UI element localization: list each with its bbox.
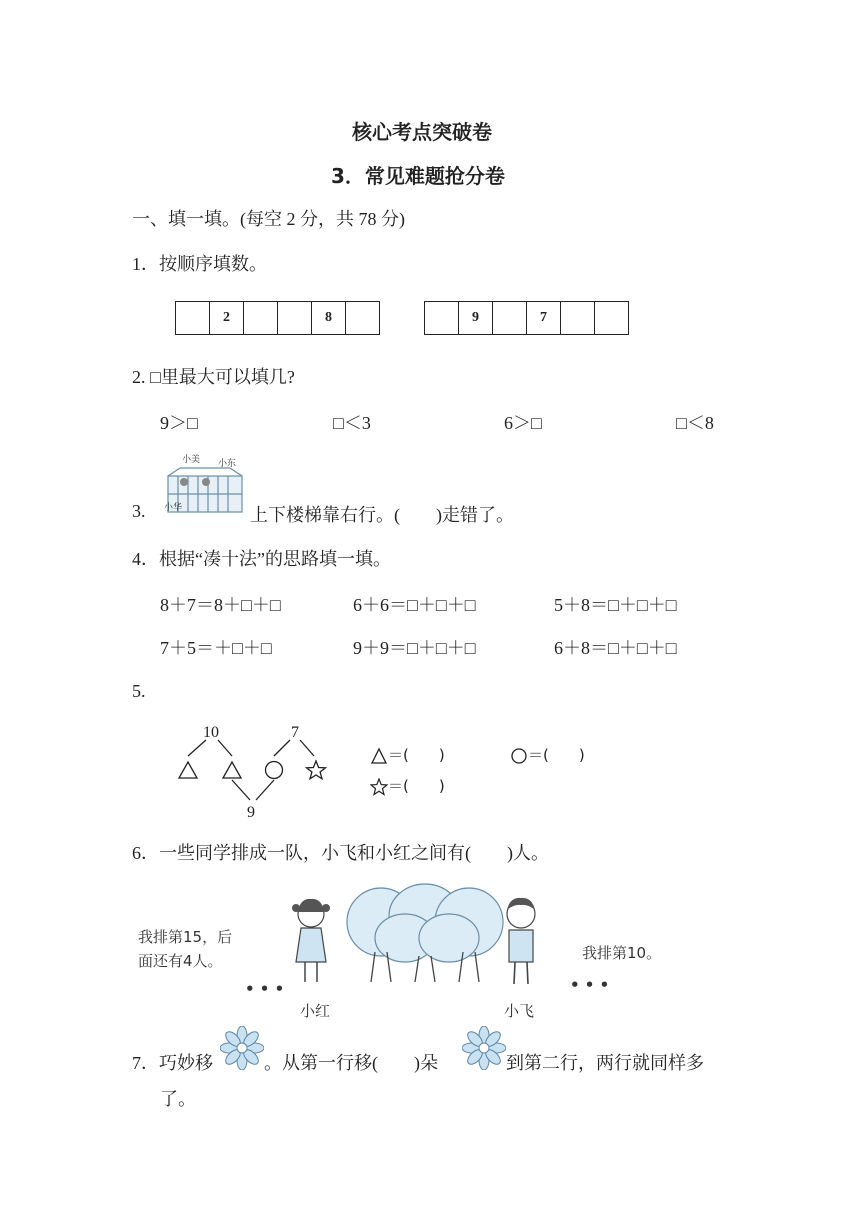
boy-name: 小飞 [504,1002,535,1020]
boy-speech: 我排第10。 [582,944,662,962]
page-subtitle: 3．常见难题抢分卷 [331,164,505,188]
sequence-row-2 [424,301,629,335]
q2-text: 2. □里最大可以填几? [132,367,295,387]
seq-cell[interactable] [278,302,312,334]
section-heading: 一、填一填。(每空 2 分，共 78 分) [132,209,405,229]
q2-item: 6＞□ [504,413,542,433]
seq-cell[interactable] [493,302,527,334]
circle-answer [510,744,585,765]
boy-figure [498,892,544,992]
seq-cell: 2 [210,302,244,334]
girl-speech-2: 面还有4人。 [138,952,223,970]
trees-illustration [345,882,505,992]
label-xiaohua: 小华 [164,503,183,513]
q3-text: 上下楼梯靠右行。( )走错了。 [250,505,514,525]
label-xiaodong: 小东 [218,459,237,469]
q4-item: 7＋5＝＋□＋□ [160,638,272,658]
star-blank[interactable]: ＝( ) [388,777,445,795]
triangle-blank[interactable]: ＝( ) [388,746,445,764]
q4-text: 4．根据“凑十法”的思路填一填。 [132,549,391,569]
queue-illustration [130,880,690,1020]
q5-number: 5. [132,681,146,701]
seq-cell: 9 [459,302,493,334]
q7-text-4: 了。 [160,1089,196,1109]
circle-blank[interactable]: ＝( ) [528,746,585,764]
q4-item: 5＋8＝□＋□＋□ [554,595,677,615]
star-shape [307,761,326,779]
seq-cell[interactable] [595,302,628,334]
circle-shape [266,762,283,779]
q7-text-2: 。从第一行移( )朵 [264,1053,438,1073]
triangle-answer [370,744,445,765]
seq-cell[interactable] [425,302,459,334]
circle-icon [510,747,528,765]
seq-cell: 8 [312,302,346,334]
star-icon [370,778,388,796]
q1-text: 1．按顺序填数。 [132,254,267,274]
dots-left: • • • [245,980,285,998]
seq-cell: 7 [527,302,561,334]
q2-item: 9＞□ [160,413,198,433]
stairs-illustration [160,452,250,518]
triangle-shape [179,762,197,778]
seq-cell[interactable] [176,302,210,334]
girl-speech-1: 我排第15，后 [138,928,233,946]
number-split-diagram [170,718,340,822]
flower-icon [220,1026,264,1070]
number-7: 7 [291,724,299,741]
sequence-row-1 [175,301,380,335]
triangle-icon [370,747,388,765]
seq-cell[interactable] [244,302,278,334]
page-title: 核心考点突破卷 [352,120,492,144]
q4-item: 8＋7＝8＋□＋□ [160,595,281,615]
q7-text-1: 7．巧妙移 [132,1053,213,1073]
q4-item: 6＋8＝□＋□＋□ [554,638,677,658]
triangle-shape [223,762,241,778]
q2-item: □＜8 [676,413,714,433]
flower-icon [462,1026,506,1070]
number-10: 10 [203,724,219,741]
q3-number: 3. [132,501,146,521]
q2-item: □＜3 [333,413,371,433]
q7-text-3: 到第二行，两行就同样多 [506,1053,704,1073]
star-answer [370,775,445,796]
number-9: 9 [247,804,255,821]
seq-cell[interactable] [346,302,379,334]
girl-figure [288,892,334,988]
q6-text: 6．一些同学排成一队，小飞和小红之间有( )人。 [132,843,549,863]
q4-item: 9＋9＝□＋□＋□ [353,638,476,658]
label-xiaomei: 小美 [182,455,201,465]
seq-cell[interactable] [561,302,595,334]
dots-right: • • • [570,976,610,994]
q4-item: 6＋6＝□＋□＋□ [353,595,476,615]
girl-name: 小红 [300,1002,331,1020]
